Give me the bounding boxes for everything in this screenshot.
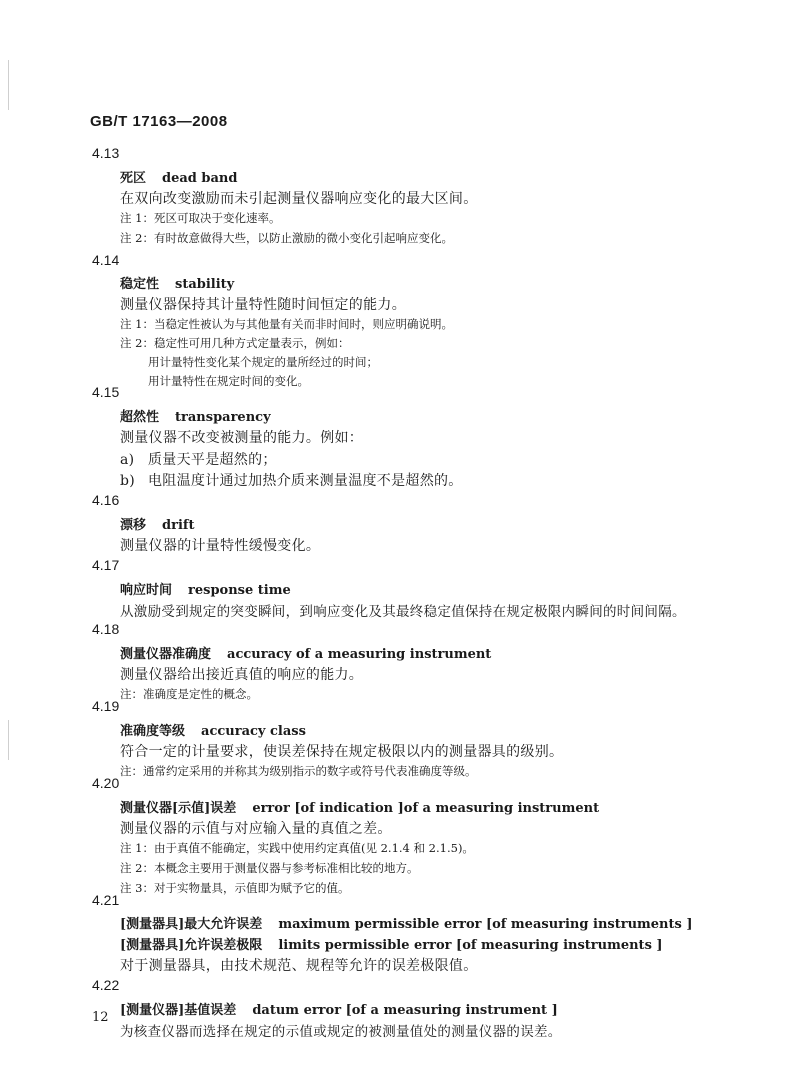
- clause-number: 4.18: [92, 621, 120, 637]
- term-cn: [测量器具]允许误差极限: [120, 938, 263, 953]
- term-cn: 测量仪器[示值]误差: [120, 801, 237, 816]
- list-text: 质量天平是超然的；: [148, 452, 277, 468]
- clause-number: 4.17: [92, 557, 120, 573]
- list-text: 电阻温度计通过加热介质来测量温度不是超然的。: [148, 473, 463, 489]
- term-heading: [120, 797, 599, 816]
- note: 注：准确度是定性的概念。: [120, 687, 258, 701]
- term-cn: [测量仪器]基值误差: [120, 1003, 237, 1018]
- term-cn: 响应时间: [120, 583, 173, 598]
- term-en: dead band: [162, 171, 238, 186]
- definition: 符合一定的计量要求，使误差保持在规定极限以内的测量器具的级别。: [120, 744, 564, 760]
- term-en: response time: [188, 583, 291, 598]
- scan-edge-mark: [8, 720, 9, 760]
- clause-number: 4.20: [92, 775, 120, 791]
- term-cn: 死区: [120, 171, 147, 186]
- term-en: datum error [of a measuring instrument ]: [252, 1003, 558, 1018]
- list-item: [120, 449, 277, 469]
- note: 注 1：当稳定性被认为与其他量有关而非时间时，则应明确说明。: [120, 317, 453, 331]
- list-item: [120, 470, 463, 490]
- note: 注：通常约定采用的并称其为级别指示的数字或符号代表准确度等级。: [120, 764, 477, 778]
- clause-number: 4.21: [92, 892, 120, 908]
- subnote: 用计量特性变化某个规定的量所经过的时间；: [148, 355, 378, 369]
- clause-number: 4.19: [92, 698, 120, 714]
- definition: 从激励受到规定的突变瞬间，到响应变化及其最终稳定值保持在规定极限内瞬间的时间间隔。: [120, 604, 686, 620]
- page-number: 12: [92, 1010, 109, 1025]
- clause-number: 4.22: [92, 977, 120, 993]
- term-heading: [120, 643, 491, 662]
- clause-number: 4.15: [92, 384, 120, 400]
- term-en: accuracy of a measuring instrument: [227, 647, 492, 662]
- definition: 测量仪器不改变被测量的能力。例如：: [120, 430, 364, 446]
- term-heading: [120, 514, 195, 533]
- standard-number-header: GB/T 17163—2008: [90, 113, 228, 130]
- clause-number: 4.14: [92, 252, 120, 268]
- term-heading: [120, 720, 306, 739]
- definition: 在双向改变激励而未引起测量仪器响应变化的最大区间。: [120, 191, 478, 207]
- note: 注 1：由于真值不能确定，实践中使用约定真值(见 2.1.4 和 2.1.5)。: [120, 841, 474, 855]
- note: 注 2：本概念主要用于测量仪器与参考标准相比较的地方。: [120, 861, 419, 875]
- scan-edge-mark: [8, 60, 9, 110]
- term-heading: [120, 913, 693, 932]
- term-cn: [测量器具]最大允许误差: [120, 917, 263, 932]
- term-heading: [120, 999, 558, 1018]
- term-en: limits permissible error [of measuring instruments ]: [278, 938, 663, 953]
- term-en: transparency: [175, 410, 271, 425]
- term-heading: [120, 406, 271, 425]
- term-heading: [120, 167, 237, 186]
- definition: 测量仪器的计量特性缓慢变化。: [120, 538, 321, 554]
- term-en: maximum permissible error [of measuring instruments ]: [278, 917, 693, 932]
- definition: 测量仪器保持其计量特性随时间恒定的能力。: [120, 297, 406, 313]
- term-heading: [120, 273, 234, 292]
- term-heading: [120, 934, 663, 953]
- note: 注 3：对于实物量具，示值即为赋予它的值。: [120, 881, 350, 895]
- term-en: stability: [175, 277, 235, 292]
- term-cn: 测量仪器准确度: [120, 647, 212, 662]
- definition: 测量仪器给出接近真值的响应的能力。: [120, 667, 364, 683]
- clause-number: 4.16: [92, 492, 120, 508]
- definition: 测量仪器的示值与对应输入量的真值之差。: [120, 821, 392, 837]
- term-en: drift: [162, 518, 195, 533]
- term-en: accuracy class: [201, 724, 306, 739]
- list-marker: a): [120, 452, 135, 468]
- term-heading: [120, 579, 291, 598]
- list-marker: b): [120, 473, 136, 489]
- subnote: 用计量特性在规定时间的变化。: [148, 374, 309, 388]
- note: 注 2：稳定性可用几种方式定量表示，例如：: [120, 336, 350, 350]
- term-cn: 准确度等级: [120, 724, 186, 739]
- term-en: error [of indication ]of a measuring instrument: [252, 801, 600, 816]
- note: 注 1：死区可取决于变化速率。: [120, 211, 281, 225]
- definition: 对于测量器具，由技术规范、规程等允许的误差极限值。: [120, 958, 478, 974]
- term-cn: 超然性: [120, 410, 160, 425]
- note: 注 2：有时故意做得大些，以防止激励的微小变化引起响应变化。: [120, 231, 453, 245]
- clause-number: 4.13: [92, 145, 120, 161]
- term-cn: 漂移: [120, 518, 147, 533]
- definition: 为核查仪器而选择在规定的示值或规定的被测量值处的测量仪器的误差。: [120, 1024, 562, 1040]
- term-cn: 稳定性: [120, 277, 160, 292]
